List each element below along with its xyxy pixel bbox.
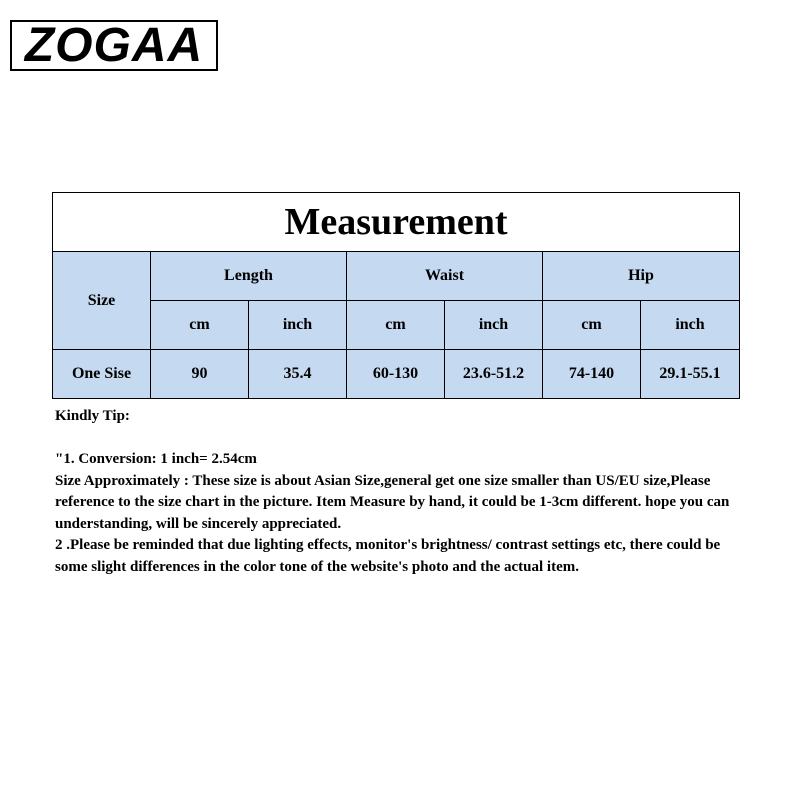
measurement-table [52, 192, 740, 399]
hip-inch-header: inch [641, 301, 740, 350]
tip-conversion: "1. Conversion: 1 inch= 2.54cm [55, 451, 257, 467]
length-cm-header: cm [151, 301, 249, 350]
waist-inch-cell: 23.6-51.2 [445, 350, 543, 399]
length-inch-cell: 35.4 [249, 350, 347, 399]
brand-logo [10, 20, 218, 71]
brand-logo-text: ZOGAA [24, 18, 204, 72]
hip-cm-header: cm [543, 301, 641, 350]
waist-header: Waist [347, 252, 543, 301]
size-cell: One Sise [53, 350, 151, 399]
length-cm-cell: 90 [151, 350, 249, 399]
tip-heading: Kindly Tip: [55, 408, 130, 424]
hip-header: Hip [543, 252, 740, 301]
tip-color-note: 2 .Please be reminded that due lighting effects, monitor's brightness/ contrast settings etc, there could be some slight differences in the color tone of the website's photo and the actual item. [55, 537, 721, 575]
length-header: Length [151, 252, 347, 301]
hip-cm-cell: 74-140 [543, 350, 641, 399]
tip-size-approx: Size Approximately : These size is about Asian Size,general get one size smaller than US/EU size,Please reference to the size chart in the picture. Item Measure by hand, it could be 1-3cm different. hope you can understanding, will be sincerely appreciated. [55, 472, 730, 532]
waist-cm-cell: 60-130 [347, 350, 445, 399]
waist-cm-header: cm [347, 301, 445, 350]
hip-inch-cell: 29.1-55.1 [641, 350, 740, 399]
table-title: Measurement [53, 193, 740, 252]
waist-inch-header: inch [445, 301, 543, 350]
length-inch-header: inch [249, 301, 347, 350]
table-row [53, 350, 740, 399]
kindly-tip-section [55, 406, 745, 578]
size-header: Size [53, 252, 151, 350]
